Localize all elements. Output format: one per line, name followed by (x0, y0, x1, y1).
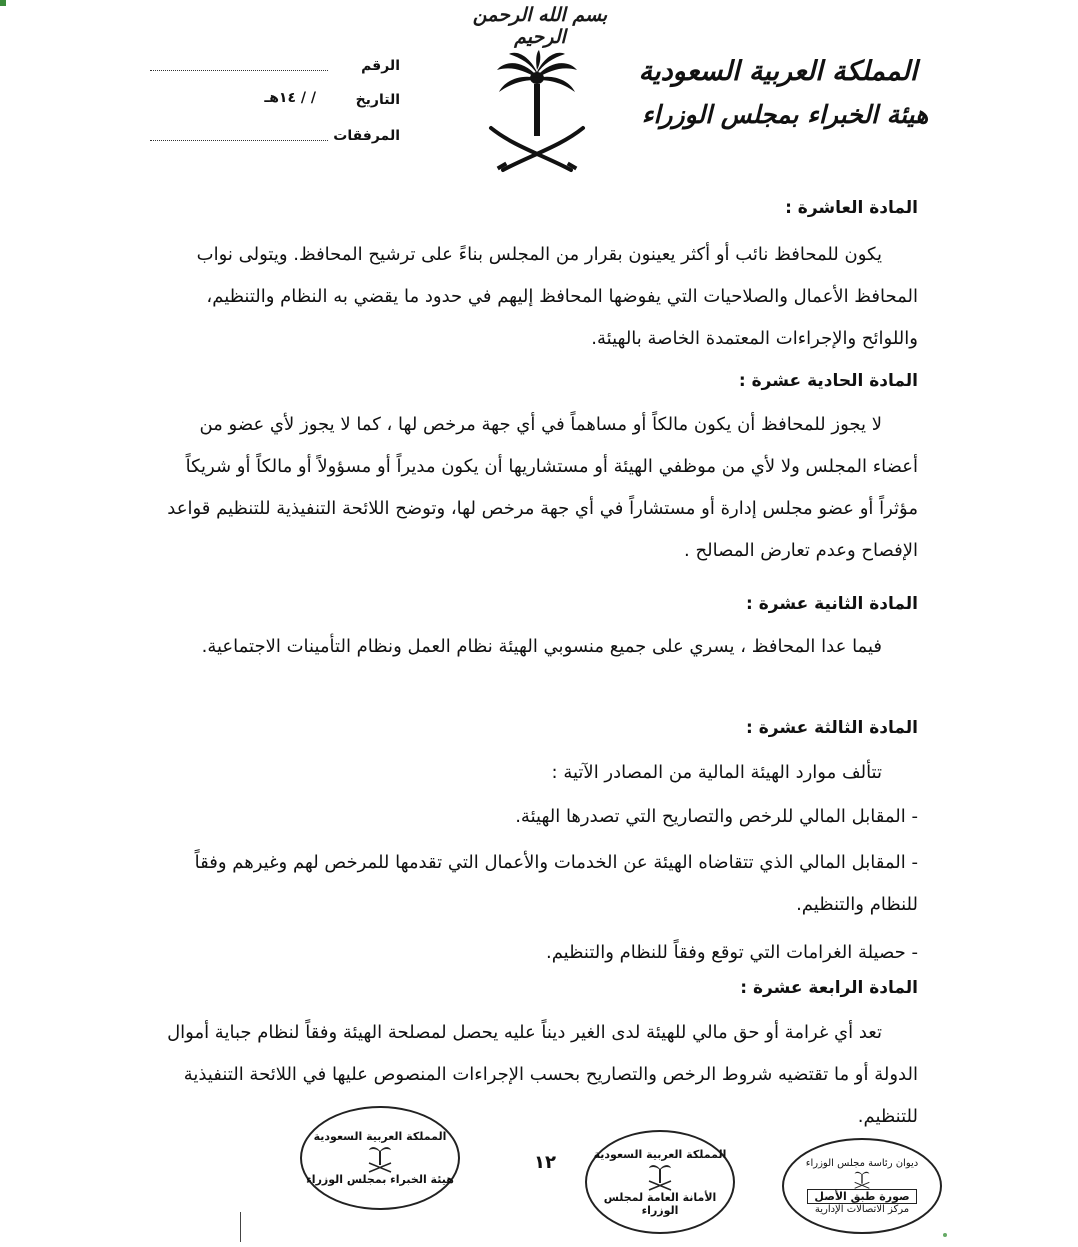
stamp-emblem-icon (852, 1169, 872, 1189)
stamp-2-bottom: الأمانة العامة لمجلس الوزراء (603, 1190, 717, 1217)
stamp-3-top: ديوان رئاسة مجلس الوزراء (805, 1157, 919, 1169)
article-13-item-3: - حصيلة الغرامات التي توقع وفقاً للنظام والتنظيم. (545, 942, 918, 963)
basmala: بسم الله الرحمن الرحيم (472, 4, 608, 48)
cabinet-secretariat-stamp (585, 1130, 735, 1234)
certified-copy-stamp (782, 1138, 942, 1234)
article-10-heading: المادة العاشرة : (785, 198, 918, 218)
article-13-heading: المادة الثالثة عشرة : (746, 718, 918, 738)
article-12-heading: المادة الثانية عشرة : (746, 594, 918, 614)
reference-number-field (150, 56, 400, 82)
stamp-1-bottom: هيئة الخبراء بمجلس الوزراء (306, 1173, 454, 1186)
attachments-label: المرفقات (333, 128, 400, 144)
article-13-item-1: - المقابل المالي للرخص والتصاريح التي تصدرها الهيئة. (515, 806, 918, 827)
stamp-3-bottom: مركز الاتصالات الإدارية (814, 1203, 910, 1215)
stamp-emblem-icon (367, 1143, 393, 1173)
attachments-field (150, 126, 400, 152)
date-label: التاريخ (355, 92, 400, 108)
article-10-text: يكون للمحافظ نائب أو أكثر يعينون بقرار من المجلس بناءً على ترشيح المحافظ. ويتولى نواب المحافظ الأعمال والصلاحيات التي يفوضها المحافظ إليهم في حدود ما يقضي به النظام والتنظيم، واللوائح والإجراءات المعتمدة الخاصة بالهيئة. (196, 244, 918, 349)
council-title: هيئة الخبراء بمجلس الوزراء (641, 100, 929, 129)
article-14-heading: المادة الرابعة عشرة : (740, 978, 918, 998)
scan-dot (943, 1233, 947, 1237)
corner-mark (0, 0, 6, 6)
page-number: ١٢ (534, 1152, 556, 1173)
date-value: / / ١٤هـ (160, 90, 316, 106)
reference-number-line (150, 70, 328, 71)
council-experts-stamp (300, 1106, 460, 1210)
stamp-3-middle: صورة طبق الأصل (807, 1189, 916, 1204)
article-11-text: لا يجوز للمحافظ أن يكون مالكاً أو مساهماً في أي جهة مرخص لها ، كما لا يجوز لأي عضو من أعضاء المجلس ولا لأي من موظفي الهيئة أو مستشاريها أن يكون مديراً أو مسؤولاً أو مالكاً أو شريكاً مؤثراً أو عضو مجلس إدارة أو مستشاراً في أي جهة مرخص لها، وتوضح اللائحة التنفيذية للتنظيم قواعد الإفصاح وعدم تعارض المصالح . (167, 414, 918, 561)
stamp-2-top: المملكة العربية السعودية (593, 1147, 727, 1161)
stamp-1-top: المملكة العربية السعودية (313, 1130, 447, 1143)
kingdom-title: المملكة العربية السعودية (638, 56, 918, 87)
article-12-text: فيما عدا المحافظ ، يسري على جميع منسوبي الهيئة نظام العمل ونظام التأمينات الاجتماعية. (201, 636, 882, 657)
scan-mark (240, 1212, 241, 1242)
article-14-text: تعد أي غرامة أو حق مالي للهيئة لدى الغير ديناً عليه يحصل لمصلحة الهيئة وفقاً لنظام جباية أموال الدولة أو ما تقتضيه شروط الرخص والتصاريح بحسب الإجراءات المنصوص عليها في اللائحة التنفيذية للتنظيم. (167, 1022, 918, 1127)
stamp-emblem-icon (647, 1161, 673, 1191)
attachments-line (150, 140, 328, 141)
date-field (150, 90, 400, 116)
article-11-heading: المادة الحادية عشرة : (738, 371, 918, 391)
article-13-intro: تتألف موارد الهيئة المالية من المصادر الآتية : (551, 762, 882, 783)
article-13-item-2: - المقابل المالي الذي تتقاضاه الهيئة عن الخدمات والأعمال التي تقدمها للمرخص لهم وغيرهم وفقاً للنظام والتنظيم. (194, 852, 918, 915)
palm-swords-emblem-icon (487, 48, 587, 180)
reference-number-label: الرقم (361, 58, 400, 74)
